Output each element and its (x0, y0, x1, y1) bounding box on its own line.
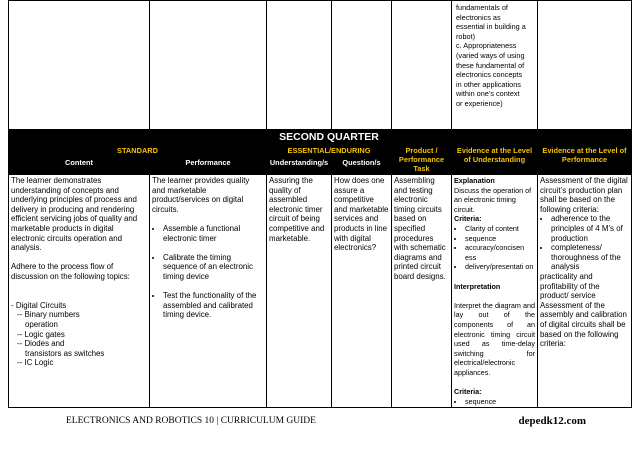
empty-cell (267, 1, 332, 130)
evidence-performance-list (540, 214, 629, 272)
evidence-line: electronics as (456, 12, 501, 22)
performance-bullet: • Assemble a functional electronic timer (163, 224, 264, 243)
criteria-list (454, 224, 535, 272)
topic-item: -- Diodes and (17, 339, 65, 349)
empty-cell (9, 1, 150, 130)
evidence-line: within one’s context (456, 89, 520, 99)
performance-list (152, 253, 264, 282)
performance-list (152, 291, 264, 320)
footer-guide-title: ELECTRONICS AND ROBOTICS 10 | CURRICULUM GUIDE (66, 416, 316, 426)
evidence-line: (varied ways of using (456, 50, 525, 60)
continued-evidence-cell (452, 1, 538, 130)
performance-intro: The learner provides quality and marketable product/services on digital circuits. (152, 176, 250, 214)
evidence-line: electronics concepts (456, 70, 523, 80)
criteria-item: • Clarity of content (465, 224, 535, 234)
product-header: Product / Performance Task (392, 145, 452, 175)
footer-site: depedk12.com (518, 415, 586, 427)
content-cell (9, 175, 150, 408)
evidence-performance-cell (538, 175, 632, 408)
evidence-performance-text: Assessment of the digital circuit’s production plan shall be based on the following criteria: (540, 176, 628, 214)
continued-row (9, 1, 632, 130)
product-task-cell: Assembling and testing electronic timing circuits based on specified procedures with schematic diagrams and printed circuit board designs. (392, 175, 452, 408)
evidence-understanding-cell (452, 175, 538, 408)
empty-cell (332, 1, 392, 130)
criteria-item: • accuracy/concisen ess (465, 243, 535, 262)
topic-item: -- Logic gates (17, 329, 65, 339)
empty-cell (538, 1, 632, 130)
criteria-label: Criteria: (454, 387, 482, 397)
standard-header: STANDARD (9, 145, 267, 157)
topic-item: -- IC Logic (17, 358, 54, 368)
criteria-list (454, 397, 535, 407)
questions-header: Question/s (332, 157, 392, 175)
topic-item-continued: transistors as switches (25, 348, 105, 358)
criteria-item: • sequence (465, 234, 535, 244)
evidence-line: c. Appropriateness (456, 41, 517, 51)
performance-header: Performance (150, 157, 267, 175)
content-header: Content (9, 157, 150, 175)
explanation-label: Explanation (454, 176, 495, 185)
body-row (9, 175, 632, 408)
evidence-line: or experience) (456, 98, 503, 108)
content-paragraph: The learner demonstrates understanding of concepts and underlying principles of process and delivery in producing and rendering efficient servicing jobs of quality and marketable products in digital electronic circuits operation and analysis. (11, 176, 138, 253)
interpretation-label: Interpretation (454, 281, 501, 291)
evidence-line: essential in building a (456, 22, 526, 32)
curriculum-table (8, 0, 632, 408)
evidence-performance-tail: practicality and profitability of the product/ service Assessment of the assembly and calibration of digital circuits shall be based on the following criteria: (540, 271, 627, 349)
criteria-item: • delivery/presentati on (465, 262, 535, 272)
header-row-1 (9, 145, 632, 157)
evidence-line: fundamentals of (456, 3, 508, 12)
evidence-line: in other applications (456, 79, 521, 89)
content-paragraph: Adhere to the process flow of discussion on the following topics: (11, 262, 130, 281)
topic-heading: - Digital Circuits (11, 300, 67, 310)
empty-cell (392, 1, 452, 130)
understandings-cell: Assuring the quality of assembled electronic timer circuit of being competitive and marketable. (267, 175, 332, 408)
quarter-title: SECOND QUARTER (267, 130, 392, 145)
quarter-blank (392, 130, 632, 145)
performance-bullet: • Test the functionality of the assembled and calibrated timing device. (163, 291, 264, 320)
essential-header: ESSENTIAL/ENDURING (267, 145, 392, 157)
explanation-text: Discuss the operation of an electronic timing circuit. (454, 185, 532, 214)
empty-cell (150, 1, 267, 130)
performance-list (152, 224, 264, 243)
quarter-blank (9, 130, 267, 145)
evidence-performance-bullet: • adherence to the principles of 4 M’s of production (551, 214, 629, 243)
interpretation-text: Interpret the diagram and lay out of the components of an electronic timing circuit used as time-delay switching for electrical/electronic appliances. (454, 300, 535, 377)
evidence-understanding-header: Evidence at the Level of Understanding (452, 145, 538, 175)
questions-cell: How does one assure a competitive and marketable services and products in line with digital electronics? (332, 175, 392, 408)
quarter-row (9, 130, 632, 145)
evidence-line: robot) (456, 31, 476, 41)
evidence-performance-bullet: • completeness/ thoroughness of the analysis (551, 243, 629, 272)
evidence-performance-header: Evidence at the Level of Performance (538, 145, 632, 175)
page-footer (66, 416, 586, 430)
performance-bullet: • Calibrate the timing sequence of an electronic timing device (163, 253, 264, 282)
topic-item: -- Binary numbers (17, 310, 80, 320)
topic-item-continued: operation (25, 319, 58, 329)
understandings-header: Understanding/s (267, 157, 332, 175)
criteria-label: Criteria: (454, 214, 482, 224)
performance-cell (150, 175, 267, 408)
criteria-item: • sequence (465, 397, 535, 407)
evidence-line: these fundamental of (456, 60, 525, 70)
